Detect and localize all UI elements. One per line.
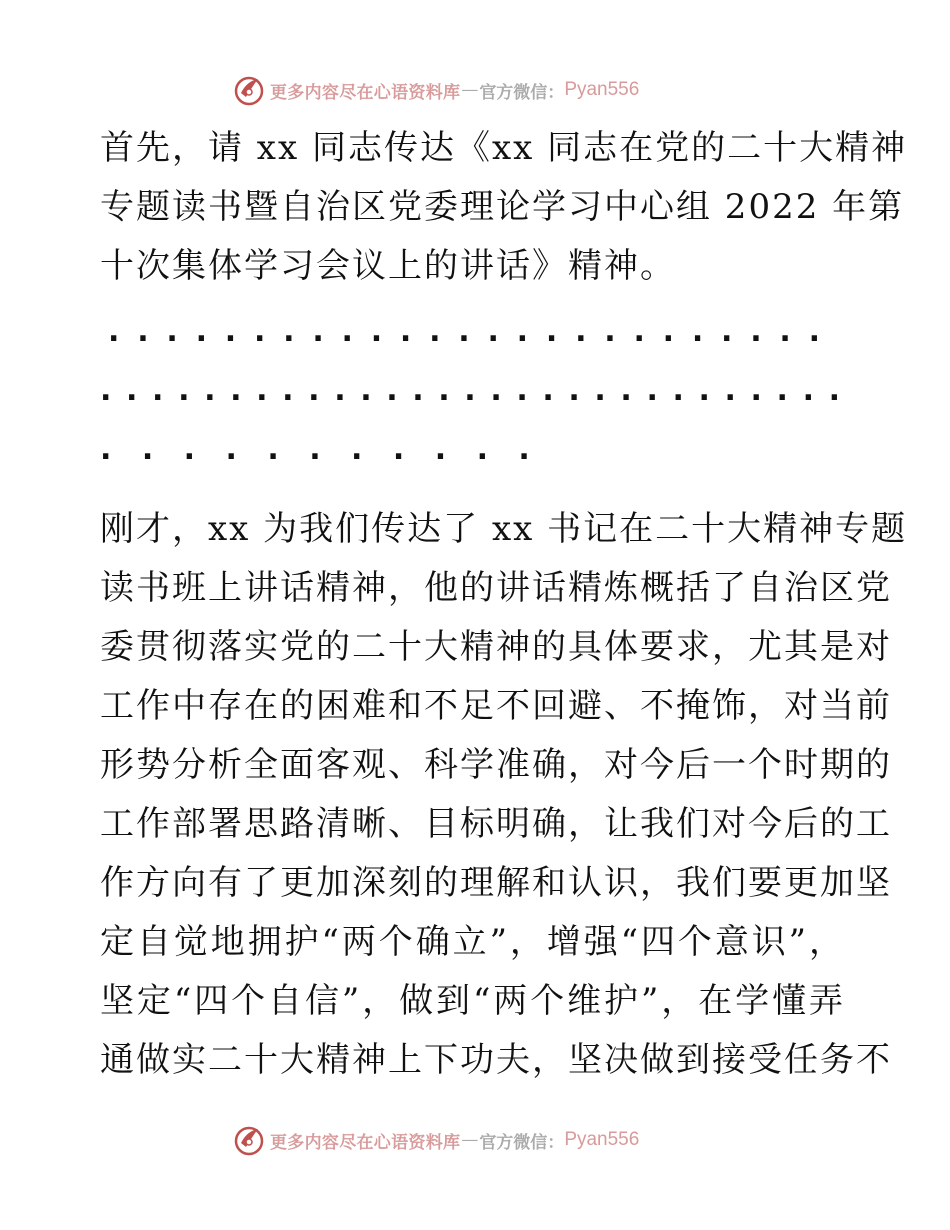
watermark-wechat-id: Pyan556 [564,79,640,100]
watermark-wechat-label: 官方微信： [479,1132,565,1153]
watermark-separator: — [461,1130,479,1150]
paragraph2-line: 委贯彻落实党的二十大精神的具体要求，尤其是对 [100,627,892,667]
paragraph2-line: 作方向有了更加深刻的理解和认识，我们要更加坚 [100,863,892,903]
ellipsis-line: . . . . . . . . . . . [100,432,540,467]
ellipsis-line: . . . . . . . . . . . . . . . . . . . . . . . . . [108,314,820,349]
paragraph1-line: 专题读书暨自治区党委理论学习中心组 2022 年第 [100,187,905,227]
logo-icon [232,1123,266,1157]
watermark-wechat-label: 官方微信： [479,82,565,103]
ellipsis-line: . . . . . . . . . . . . . . . . . . . . . . . . . . . . . [100,373,840,408]
watermark-wechat-id: Pyan556 [564,1129,640,1150]
watermark-text: 更多内容尽在心语资料库 [270,1132,461,1153]
watermark-separator: — [461,80,479,100]
watermark-banner-top [232,70,639,110]
paragraph2-line: 形势分析全面客观、科学准确，对今后一个时期的 [100,745,892,785]
paragraph2-line: 工作中存在的困难和不足不回避、不掩饰，对当前 [100,686,892,726]
paragraph2-line: 读书班上讲话精神，他的讲话精炼概括了自治区党 [100,568,892,608]
paragraph2-line: 定自觉地拥护“两个确立”，增强“四个意识”， [100,922,845,962]
paragraph2-line: 刚才，xx 为我们传达了 xx 书记在二十大精神专题 [100,509,908,549]
logo-icon [232,73,266,107]
paragraph2-line: 工作部署思路清晰、目标明确，让我们对今后的工 [100,804,892,844]
watermark-banner-bottom [232,1120,639,1160]
paragraph2-line: 坚定“四个自信”，做到“两个维护”，在学懂弄 [100,981,845,1021]
paragraph1-line: 首先，请 xx 同志传达《xx 同志在党的二十大精神 [100,128,908,168]
watermark-text: 更多内容尽在心语资料库 [270,82,461,103]
paragraph2-line: 通做实二十大精神上下功夫，坚决做到接受任务不 [100,1040,892,1080]
paragraph1-line: 十次集体学习会议上的讲话》精神。 [100,246,676,286]
